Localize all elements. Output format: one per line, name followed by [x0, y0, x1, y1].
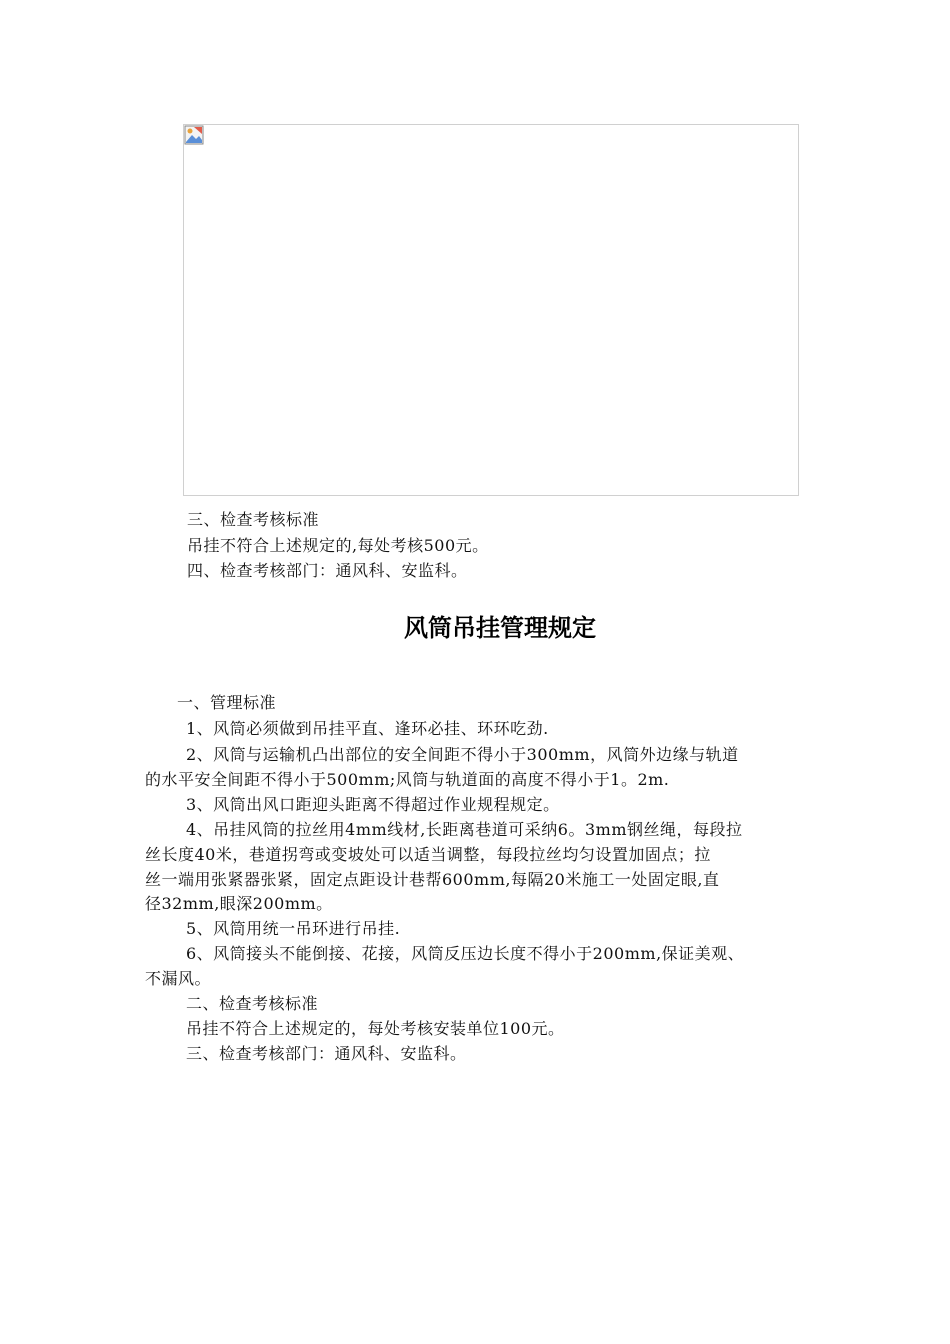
section-heading: 三、检查考核标准: [187, 510, 320, 529]
broken-image-icon: [184, 125, 204, 145]
paragraph: 吊挂不符合上述规定的,每处考核500元。: [187, 536, 489, 555]
paragraph: 丝一端用张紧器张紧，固定点距设计巷帮600mm,每隔20米施工一处固定眼,直: [145, 870, 720, 889]
paragraph: 的水平安全间距不得小于500mm;风筒与轨道面的高度不得小于1。2m.: [145, 770, 670, 789]
section-heading: 一、管理标准: [177, 693, 277, 712]
document-title: 风筒吊挂管理规定: [404, 614, 596, 642]
paragraph: 3、风筒出风口距迎头距离不得超过作业规程规定。: [186, 795, 560, 814]
paragraph: 5、风筒用统一吊环进行吊挂.: [186, 919, 401, 938]
paragraph: 吊挂不符合上述规定的，每处考核安装单位100元。: [186, 1019, 565, 1038]
paragraph: 4、吊挂风筒的拉丝用4mm线材,长距离巷道可采纳6。3mm钢丝绳，每段拉: [186, 820, 743, 839]
paragraph: 6、风筒接头不能倒接、花接，风筒反压边长度不得小于200mm,保证美观、: [186, 944, 745, 963]
paragraph: 丝长度40米，巷道拐弯或变坡处可以适当调整，每段拉丝均匀设置加固点；拉: [145, 845, 711, 864]
section-heading: 四、检查考核部门：通风科、安监科。: [187, 561, 468, 580]
paragraph: 不漏风。: [145, 969, 212, 988]
paragraph: 2、风筒与运输机凸出部位的安全间距不得小于300mm，风筒外边缘与轨道: [186, 745, 739, 764]
section-heading: 二、检查考核标准: [186, 994, 319, 1013]
paragraph: 1、风筒必须做到吊挂平直、逢环必挂、环环吃劲.: [186, 719, 549, 738]
broken-image-placeholder: [183, 124, 799, 496]
paragraph: 径32mm,眼深200mm。: [145, 894, 333, 913]
section-heading: 三、检查考核部门：通风科、安监科。: [186, 1044, 467, 1063]
